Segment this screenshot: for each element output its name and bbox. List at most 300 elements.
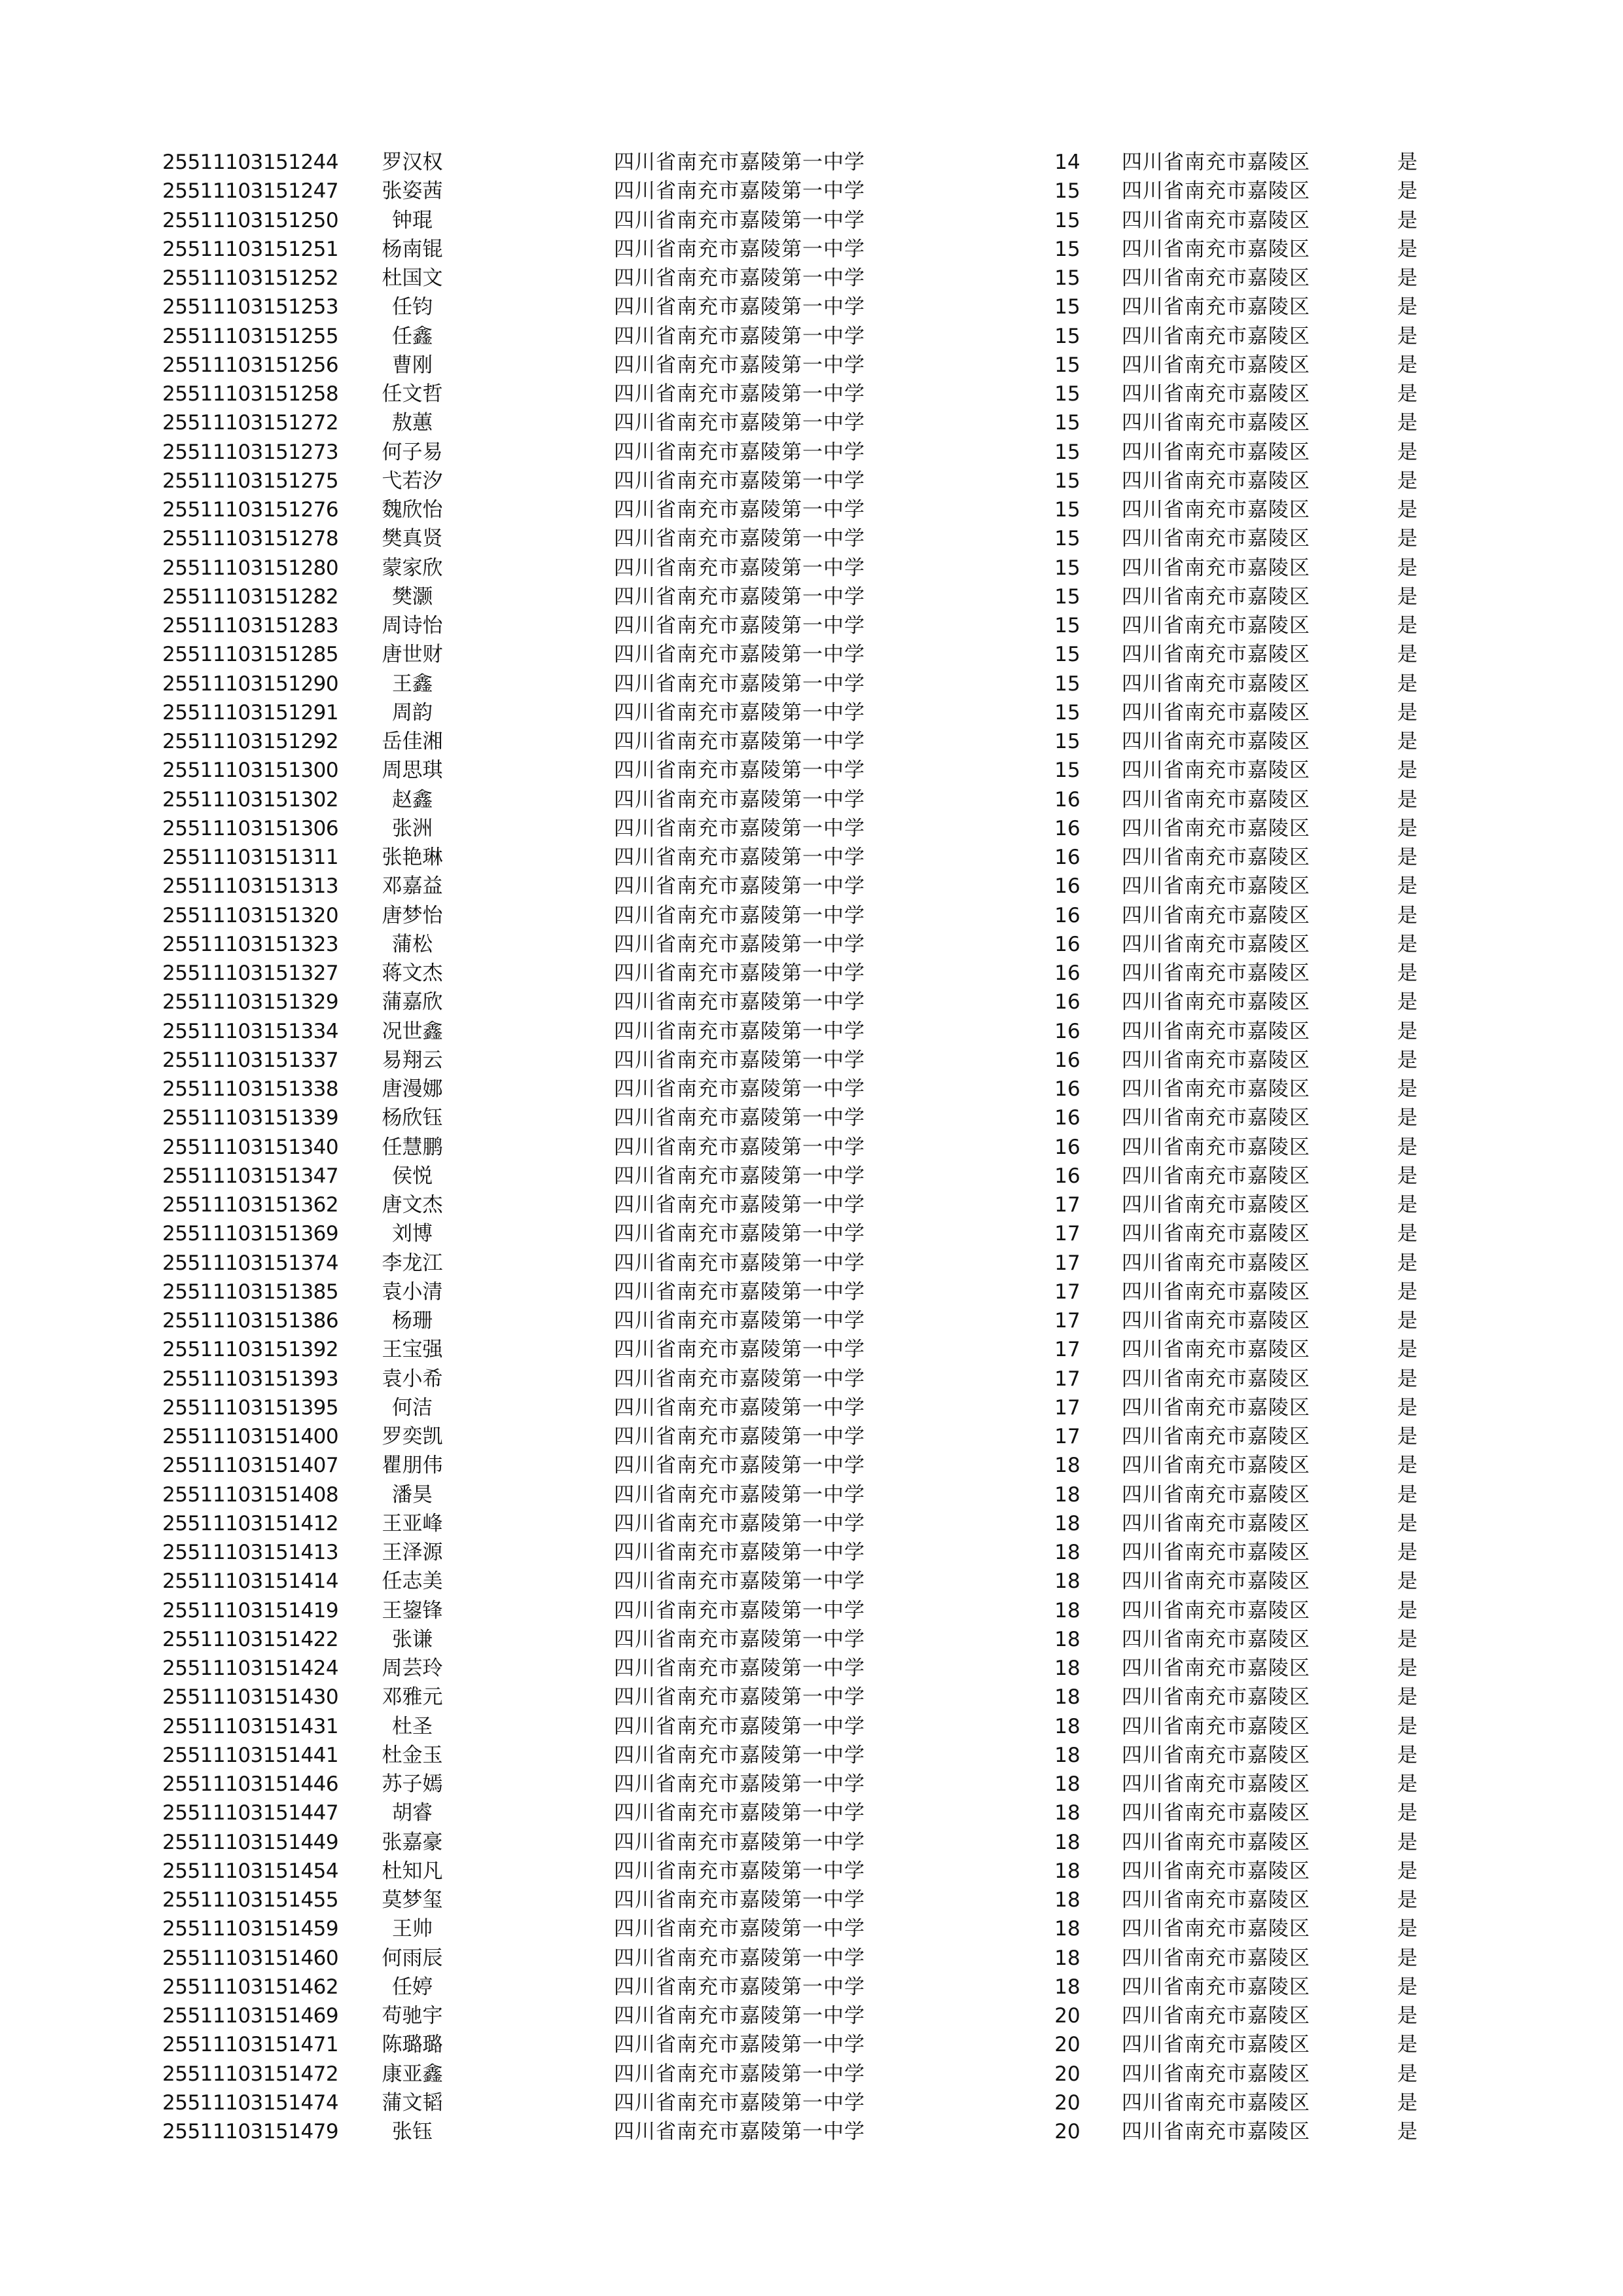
student-name-cell: 岳佳湘 xyxy=(382,730,443,753)
region-cell: 四川省南充市嘉陵区 xyxy=(1122,932,1310,956)
school-cell: 四川省南充市嘉陵第一中学 xyxy=(614,353,865,377)
student-id-cell: 25511103151340 xyxy=(162,1135,339,1159)
student-name-cell: 唐梦怡 xyxy=(382,903,443,927)
number-cell: 18 xyxy=(1054,1541,1080,1564)
flag-cell: 是 xyxy=(1397,961,1418,985)
student-id-cell: 25511103151460 xyxy=(162,1946,339,1970)
region-cell: 四川省南充市嘉陵区 xyxy=(1122,874,1310,899)
student-id-cell: 25511103151290 xyxy=(162,672,339,696)
school-cell: 四川省南充市嘉陵第一中学 xyxy=(614,787,865,812)
region-cell: 四川省南充市嘉陵区 xyxy=(1122,672,1310,696)
region-cell: 四川省南充市嘉陵区 xyxy=(1122,1395,1310,1420)
student-id-cell: 25511103151395 xyxy=(162,1395,339,1420)
number-cell: 15 xyxy=(1054,700,1080,725)
flag-cell: 是 xyxy=(1397,527,1418,551)
region-cell: 四川省南充市嘉陵区 xyxy=(1122,1193,1310,1217)
number-cell: 18 xyxy=(1054,1946,1080,1970)
student-name-cell: 唐文杰 xyxy=(382,1193,443,1217)
student-id-cell: 25511103151407 xyxy=(162,1454,339,1478)
number-cell: 18 xyxy=(1054,1888,1080,1912)
flag-cell: 是 xyxy=(1397,1482,1418,1507)
flag-cell: 是 xyxy=(1397,787,1418,812)
student-name-cell: 王鑫 xyxy=(392,672,433,696)
flag-cell: 是 xyxy=(1397,1657,1418,1680)
table-row xyxy=(0,670,1623,698)
student-id-cell: 25511103151338 xyxy=(162,1077,339,1101)
student-id-cell: 25511103151479 xyxy=(162,2120,339,2144)
school-cell: 四川省南充市嘉陵第一中学 xyxy=(614,1077,865,1101)
region-cell: 四川省南充市嘉陵区 xyxy=(1122,990,1310,1014)
flag-cell: 是 xyxy=(1397,469,1418,493)
table-row xyxy=(0,1886,1623,1914)
region-cell: 四川省南充市嘉陵区 xyxy=(1122,2033,1310,2057)
flag-cell: 是 xyxy=(1397,672,1418,696)
student-name-cell: 王亚峰 xyxy=(382,1511,443,1535)
student-id-cell: 25511103151244 xyxy=(162,151,339,174)
region-cell: 四川省南充市嘉陵区 xyxy=(1122,1164,1310,1188)
flag-cell: 是 xyxy=(1397,237,1418,261)
school-cell: 四川省南充市嘉陵第一中学 xyxy=(614,1598,865,1623)
flag-cell: 是 xyxy=(1397,759,1418,783)
school-cell: 四川省南充市嘉陵第一中学 xyxy=(614,1222,865,1246)
student-id-cell: 25511103151462 xyxy=(162,1975,339,1999)
flag-cell: 是 xyxy=(1397,1946,1418,1970)
table-row xyxy=(0,814,1623,843)
number-cell: 18 xyxy=(1054,1975,1080,1999)
school-cell: 四川省南充市嘉陵第一中学 xyxy=(614,1570,865,1594)
region-cell: 四川省南充市嘉陵区 xyxy=(1122,1714,1310,1738)
flag-cell: 是 xyxy=(1397,1106,1418,1130)
school-cell: 四川省南充市嘉陵第一中学 xyxy=(614,151,865,174)
number-cell: 18 xyxy=(1054,1743,1080,1767)
number-cell: 15 xyxy=(1054,556,1080,580)
student-name-cell: 蒲嘉欣 xyxy=(382,990,443,1014)
region-cell: 四川省南充市嘉陵区 xyxy=(1122,1135,1310,1159)
flag-cell: 是 xyxy=(1397,874,1418,899)
flag-cell: 是 xyxy=(1397,208,1418,232)
flag-cell: 是 xyxy=(1397,2062,1418,2086)
student-id-cell: 25511103151431 xyxy=(162,1714,339,1738)
student-name-cell: 杨南锟 xyxy=(382,237,443,261)
student-id-cell: 25511103151306 xyxy=(162,816,339,840)
school-cell: 四川省南充市嘉陵第一中学 xyxy=(614,2004,865,2028)
student-id-cell: 25511103151408 xyxy=(162,1482,339,1507)
school-cell: 四川省南充市嘉陵第一中学 xyxy=(614,614,865,637)
region-cell: 四川省南充市嘉陵区 xyxy=(1122,1077,1310,1101)
flag-cell: 是 xyxy=(1397,1714,1418,1738)
number-cell: 18 xyxy=(1054,1917,1080,1941)
student-name-cell: 康亚鑫 xyxy=(382,2062,443,2086)
region-cell: 四川省南充市嘉陵区 xyxy=(1122,1019,1310,1043)
student-name-cell: 李龙江 xyxy=(382,1251,443,1275)
student-name-cell: 罗奕凯 xyxy=(382,1425,443,1448)
table-row xyxy=(0,1567,1623,1596)
school-cell: 四川省南充市嘉陵第一中学 xyxy=(614,1743,865,1767)
region-cell: 四川省南充市嘉陵区 xyxy=(1122,961,1310,985)
table-row xyxy=(0,1219,1623,1248)
school-cell: 四川省南充市嘉陵第一中学 xyxy=(614,2033,865,2057)
number-cell: 16 xyxy=(1054,1048,1080,1072)
student-id-cell: 25511103151449 xyxy=(162,1830,339,1854)
flag-cell: 是 xyxy=(1397,324,1418,348)
region-cell: 四川省南充市嘉陵区 xyxy=(1122,382,1310,406)
table-row xyxy=(0,583,1623,611)
region-cell: 四川省南充市嘉陵区 xyxy=(1122,440,1310,464)
table-row xyxy=(0,1857,1623,1886)
number-cell: 16 xyxy=(1054,1135,1080,1159)
student-id-cell: 25511103151459 xyxy=(162,1917,339,1941)
school-cell: 四川省南充市嘉陵第一中学 xyxy=(614,990,865,1014)
school-cell: 四川省南充市嘉陵第一中学 xyxy=(614,961,865,985)
region-cell: 四川省南充市嘉陵区 xyxy=(1122,295,1310,319)
student-id-cell: 25511103151313 xyxy=(162,874,339,899)
region-cell: 四川省南充市嘉陵区 xyxy=(1122,1801,1310,1825)
flag-cell: 是 xyxy=(1397,353,1418,377)
table-row xyxy=(0,611,1623,640)
student-id-cell: 25511103151250 xyxy=(162,208,339,232)
school-cell: 四川省南充市嘉陵第一中学 xyxy=(614,1917,865,1941)
table-row xyxy=(0,1625,1623,1654)
school-cell: 四川省南充市嘉陵第一中学 xyxy=(614,2062,865,2086)
region-cell: 四川省南充市嘉陵区 xyxy=(1122,1743,1310,1767)
table-row xyxy=(0,1422,1623,1451)
flag-cell: 是 xyxy=(1397,1975,1418,1999)
number-cell: 17 xyxy=(1054,1309,1080,1333)
student-name-cell: 周诗怡 xyxy=(382,614,443,637)
region-cell: 四川省南充市嘉陵区 xyxy=(1122,2120,1310,2144)
table-row xyxy=(0,1509,1623,1538)
student-id-cell: 25511103151323 xyxy=(162,932,339,956)
student-id-cell: 25511103151469 xyxy=(162,2004,339,2028)
region-cell: 四川省南充市嘉陵区 xyxy=(1122,1541,1310,1564)
school-cell: 四川省南充市嘉陵第一中学 xyxy=(614,1482,865,1507)
student-id-cell: 25511103151347 xyxy=(162,1164,339,1188)
school-cell: 四川省南充市嘉陵第一中学 xyxy=(614,1367,865,1391)
student-name-cell: 刘博 xyxy=(392,1222,433,1246)
school-cell: 四川省南充市嘉陵第一中学 xyxy=(614,1164,865,1188)
flag-cell: 是 xyxy=(1397,2120,1418,2144)
table-row xyxy=(0,322,1623,351)
student-name-cell: 何洁 xyxy=(392,1395,433,1420)
table-row xyxy=(0,930,1623,959)
region-cell: 四川省南充市嘉陵区 xyxy=(1122,1106,1310,1130)
region-cell: 四川省南充市嘉陵区 xyxy=(1122,469,1310,493)
number-cell: 17 xyxy=(1054,1367,1080,1391)
number-cell: 15 xyxy=(1054,469,1080,493)
flag-cell: 是 xyxy=(1397,1859,1418,1883)
student-id-cell: 25511103151329 xyxy=(162,990,339,1014)
school-cell: 四川省南充市嘉陵第一中学 xyxy=(614,2120,865,2144)
student-id-cell: 25511103151422 xyxy=(162,1627,339,1651)
student-id-cell: 25511103151302 xyxy=(162,787,339,812)
school-cell: 四川省南充市嘉陵第一中学 xyxy=(614,1193,865,1217)
region-cell: 四川省南充市嘉陵区 xyxy=(1122,787,1310,812)
school-cell: 四川省南充市嘉陵第一中学 xyxy=(614,1048,865,1072)
school-cell: 四川省南充市嘉陵第一中学 xyxy=(614,498,865,522)
table-row xyxy=(0,1191,1623,1219)
table-row xyxy=(0,640,1623,669)
flag-cell: 是 xyxy=(1397,1367,1418,1391)
student-id-cell: 25511103151280 xyxy=(162,556,339,580)
table-row xyxy=(0,843,1623,872)
flag-cell: 是 xyxy=(1397,1280,1418,1304)
flag-cell: 是 xyxy=(1397,411,1418,435)
number-cell: 17 xyxy=(1054,1425,1080,1448)
number-cell: 15 xyxy=(1054,208,1080,232)
school-cell: 四川省南充市嘉陵第一中学 xyxy=(614,1019,865,1043)
region-cell: 四川省南充市嘉陵区 xyxy=(1122,614,1310,637)
number-cell: 18 xyxy=(1054,1714,1080,1738)
flag-cell: 是 xyxy=(1397,1888,1418,1912)
flag-cell: 是 xyxy=(1397,1164,1418,1188)
flag-cell: 是 xyxy=(1397,498,1418,522)
table-row xyxy=(0,148,1623,177)
region-cell: 四川省南充市嘉陵区 xyxy=(1122,1367,1310,1391)
table-row xyxy=(0,756,1623,785)
student-id-cell: 25511103151311 xyxy=(162,846,339,869)
student-name-cell: 蒋文杰 xyxy=(382,961,443,985)
table-row xyxy=(0,380,1623,408)
region-cell: 四川省南充市嘉陵区 xyxy=(1122,846,1310,869)
region-cell: 四川省南充市嘉陵区 xyxy=(1122,527,1310,551)
table-row xyxy=(0,1393,1623,1422)
school-cell: 四川省南充市嘉陵第一中学 xyxy=(614,324,865,348)
number-cell: 16 xyxy=(1054,846,1080,869)
school-cell: 四川省南充市嘉陵第一中学 xyxy=(614,1657,865,1680)
school-cell: 四川省南充市嘉陵第一中学 xyxy=(614,208,865,232)
region-cell: 四川省南充市嘉陵区 xyxy=(1122,179,1310,204)
school-cell: 四川省南充市嘉陵第一中学 xyxy=(614,1859,865,1883)
flag-cell: 是 xyxy=(1397,382,1418,406)
student-name-cell: 王鋆锋 xyxy=(382,1598,443,1623)
table-row xyxy=(0,1480,1623,1509)
flag-cell: 是 xyxy=(1397,1019,1418,1043)
table-row xyxy=(0,408,1623,437)
student-id-cell: 25511103151412 xyxy=(162,1511,339,1535)
table-row xyxy=(0,351,1623,380)
school-cell: 四川省南充市嘉陵第一中学 xyxy=(614,1395,865,1420)
student-id-cell: 25511103151474 xyxy=(162,2090,339,2115)
school-cell: 四川省南充市嘉陵第一中学 xyxy=(614,1830,865,1854)
student-id-cell: 25511103151471 xyxy=(162,2033,339,2057)
student-id-cell: 25511103151285 xyxy=(162,643,339,667)
number-cell: 15 xyxy=(1054,440,1080,464)
student-name-cell: 任钧 xyxy=(392,295,433,319)
school-cell: 四川省南充市嘉陵第一中学 xyxy=(614,1975,865,1999)
region-cell: 四川省南充市嘉陵区 xyxy=(1122,1222,1310,1246)
student-id-cell: 25511103151251 xyxy=(162,237,339,261)
student-name-cell: 袁小希 xyxy=(382,1367,443,1391)
flag-cell: 是 xyxy=(1397,556,1418,580)
school-cell: 四川省南充市嘉陵第一中学 xyxy=(614,700,865,725)
region-cell: 四川省南充市嘉陵区 xyxy=(1122,1859,1310,1883)
student-name-cell: 钟琨 xyxy=(392,208,433,232)
table-row xyxy=(0,438,1623,467)
flag-cell: 是 xyxy=(1397,584,1418,609)
flag-cell: 是 xyxy=(1397,643,1418,667)
table-row xyxy=(0,1075,1623,1103)
region-cell: 四川省南充市嘉陵区 xyxy=(1122,1917,1310,1941)
student-name-cell: 樊灏 xyxy=(392,584,433,609)
number-cell: 16 xyxy=(1054,961,1080,985)
table-row xyxy=(0,1046,1623,1075)
number-cell: 16 xyxy=(1054,1106,1080,1130)
region-cell: 四川省南充市嘉陵区 xyxy=(1122,759,1310,783)
number-cell: 20 xyxy=(1054,2090,1080,2115)
number-cell: 16 xyxy=(1054,1164,1080,1188)
table-row xyxy=(0,2030,1623,2059)
school-cell: 四川省南充市嘉陵第一中学 xyxy=(614,1511,865,1535)
flag-cell: 是 xyxy=(1397,1077,1418,1101)
region-cell: 四川省南充市嘉陵区 xyxy=(1122,498,1310,522)
school-cell: 四川省南充市嘉陵第一中学 xyxy=(614,672,865,696)
student-name-cell: 况世鑫 xyxy=(382,1019,443,1043)
number-cell: 20 xyxy=(1054,2004,1080,2028)
school-cell: 四川省南充市嘉陵第一中学 xyxy=(614,1627,865,1651)
school-cell: 四川省南充市嘉陵第一中学 xyxy=(614,874,865,899)
flag-cell: 是 xyxy=(1397,1598,1418,1623)
table-row xyxy=(0,467,1623,495)
number-cell: 18 xyxy=(1054,1657,1080,1680)
region-cell: 四川省南充市嘉陵区 xyxy=(1122,584,1310,609)
school-cell: 四川省南充市嘉陵第一中学 xyxy=(614,1106,865,1130)
table-row xyxy=(0,1133,1623,1162)
student-name-cell: 任文哲 xyxy=(382,382,443,406)
school-cell: 四川省南充市嘉陵第一中学 xyxy=(614,382,865,406)
number-cell: 16 xyxy=(1054,816,1080,840)
student-id-cell: 25511103151339 xyxy=(162,1106,339,1130)
table-row xyxy=(0,1770,1623,1799)
region-cell: 四川省南充市嘉陵区 xyxy=(1122,1657,1310,1680)
region-cell: 四川省南充市嘉陵区 xyxy=(1122,1511,1310,1535)
flag-cell: 是 xyxy=(1397,1338,1418,1362)
student-name-cell: 杜金玉 xyxy=(382,1743,443,1767)
number-cell: 16 xyxy=(1054,1019,1080,1043)
student-name-cell: 赵鑫 xyxy=(392,787,433,812)
school-cell: 四川省南充市嘉陵第一中学 xyxy=(614,816,865,840)
number-cell: 18 xyxy=(1054,1454,1080,1478)
region-cell: 四川省南充市嘉陵区 xyxy=(1122,903,1310,927)
school-cell: 四川省南充市嘉陵第一中学 xyxy=(614,295,865,319)
student-name-cell: 潘昊 xyxy=(392,1482,433,1507)
student-name-cell: 蒲松 xyxy=(392,932,433,956)
student-name-cell: 邓嘉益 xyxy=(382,874,443,899)
table-row xyxy=(0,1973,1623,2001)
student-name-cell: 任婷 xyxy=(392,1975,433,1999)
region-cell: 四川省南充市嘉陵区 xyxy=(1122,1454,1310,1478)
student-id-cell: 25511103151414 xyxy=(162,1570,339,1594)
table-row xyxy=(0,1944,1623,1973)
table-row xyxy=(0,1914,1623,1943)
school-cell: 四川省南充市嘉陵第一中学 xyxy=(614,411,865,435)
number-cell: 18 xyxy=(1054,1598,1080,1623)
table-row xyxy=(0,177,1623,206)
student-id-cell: 25511103151273 xyxy=(162,440,339,464)
region-cell: 四川省南充市嘉陵区 xyxy=(1122,1048,1310,1072)
student-name-cell: 何雨辰 xyxy=(382,1946,443,1970)
student-id-cell: 25511103151413 xyxy=(162,1541,339,1564)
table-row xyxy=(0,293,1623,321)
flag-cell: 是 xyxy=(1397,1627,1418,1651)
region-cell: 四川省南充市嘉陵区 xyxy=(1122,2004,1310,2028)
school-cell: 四川省南充市嘉陵第一中学 xyxy=(614,2090,865,2115)
number-cell: 20 xyxy=(1054,2120,1080,2144)
school-cell: 四川省南充市嘉陵第一中学 xyxy=(614,1251,865,1275)
student-id-cell: 25511103151369 xyxy=(162,1222,339,1246)
region-cell: 四川省南充市嘉陵区 xyxy=(1122,1685,1310,1710)
number-cell: 18 xyxy=(1054,1482,1080,1507)
school-cell: 四川省南充市嘉陵第一中学 xyxy=(614,643,865,667)
flag-cell: 是 xyxy=(1397,1685,1418,1710)
student-id-cell: 25511103151447 xyxy=(162,1801,339,1825)
student-name-cell: 任鑫 xyxy=(392,324,433,348)
table-row xyxy=(0,1335,1623,1364)
number-cell: 16 xyxy=(1054,932,1080,956)
table-row xyxy=(0,872,1623,901)
student-id-cell: 25511103151392 xyxy=(162,1338,339,1362)
flag-cell: 是 xyxy=(1397,1222,1418,1246)
school-cell: 四川省南充市嘉陵第一中学 xyxy=(614,527,865,551)
number-cell: 18 xyxy=(1054,1859,1080,1883)
table-row xyxy=(0,1278,1623,1306)
table-row xyxy=(0,727,1623,756)
student-id-cell: 25511103151283 xyxy=(162,614,339,637)
school-cell: 四川省南充市嘉陵第一中学 xyxy=(614,266,865,290)
student-name-cell: 杜国文 xyxy=(382,266,443,290)
student-id-cell: 25511103151252 xyxy=(162,266,339,290)
region-cell: 四川省南充市嘉陵区 xyxy=(1122,1570,1310,1594)
region-cell: 四川省南充市嘉陵区 xyxy=(1122,1425,1310,1448)
region-cell: 四川省南充市嘉陵区 xyxy=(1122,1772,1310,1796)
student-name-cell: 苏子嫣 xyxy=(382,1772,443,1796)
number-cell: 15 xyxy=(1054,730,1080,753)
number-cell: 16 xyxy=(1054,1077,1080,1101)
number-cell: 18 xyxy=(1054,1627,1080,1651)
student-name-cell: 周韵 xyxy=(392,700,433,725)
student-name-cell: 唐漫娜 xyxy=(382,1077,443,1101)
region-cell: 四川省南充市嘉陵区 xyxy=(1122,266,1310,290)
student-name-cell: 何子易 xyxy=(382,440,443,464)
flag-cell: 是 xyxy=(1397,700,1418,725)
student-name-cell: 张艳琳 xyxy=(382,846,443,869)
region-cell: 四川省南充市嘉陵区 xyxy=(1122,1975,1310,1999)
student-name-cell: 魏欣怡 xyxy=(382,498,443,522)
region-cell: 四川省南充市嘉陵区 xyxy=(1122,1309,1310,1333)
table-row xyxy=(0,1451,1623,1480)
region-cell: 四川省南充市嘉陵区 xyxy=(1122,2062,1310,2086)
flag-cell: 是 xyxy=(1397,816,1418,840)
flag-cell: 是 xyxy=(1397,1454,1418,1478)
student-name-cell: 樊真贤 xyxy=(382,527,443,551)
student-id-cell: 25511103151430 xyxy=(162,1685,339,1710)
flag-cell: 是 xyxy=(1397,1048,1418,1072)
student-name-cell: 任志美 xyxy=(382,1570,443,1594)
number-cell: 18 xyxy=(1054,1801,1080,1825)
flag-cell: 是 xyxy=(1397,295,1418,319)
flag-cell: 是 xyxy=(1397,1251,1418,1275)
flag-cell: 是 xyxy=(1397,1801,1418,1825)
school-cell: 四川省南充市嘉陵第一中学 xyxy=(614,1714,865,1738)
student-id-cell: 25511103151282 xyxy=(162,584,339,609)
student-name-cell: 袁小清 xyxy=(382,1280,443,1304)
school-cell: 四川省南充市嘉陵第一中学 xyxy=(614,1685,865,1710)
student-name-cell: 邓雅元 xyxy=(382,1685,443,1710)
region-cell: 四川省南充市嘉陵区 xyxy=(1122,816,1310,840)
region-cell: 四川省南充市嘉陵区 xyxy=(1122,324,1310,348)
school-cell: 四川省南充市嘉陵第一中学 xyxy=(614,1541,865,1564)
student-name-cell: 杨欣钰 xyxy=(382,1106,443,1130)
data-table xyxy=(0,148,1623,2146)
